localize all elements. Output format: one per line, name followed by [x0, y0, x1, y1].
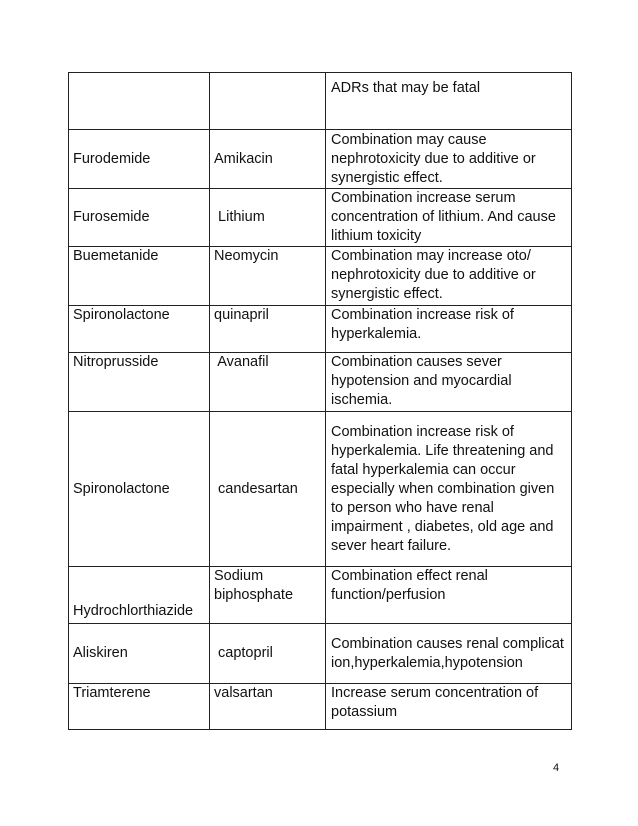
- table-row: [69, 624, 572, 684]
- header-effect: ADRs that may be fatal: [326, 73, 572, 130]
- table-header-row: [69, 73, 572, 130]
- drug-b-cell: Amikacin: [210, 130, 326, 189]
- header-drug-a: [69, 73, 210, 130]
- drug-b-cell: Neomycin: [210, 247, 326, 306]
- effect-cell: Combination may cause nephrotoxicity due to additive or synergistic effect.: [326, 130, 572, 189]
- drug-a-cell: Furosemide: [69, 189, 210, 247]
- drug-b-cell: valsartan: [210, 684, 326, 730]
- table-row: [69, 353, 572, 412]
- table-row: [69, 247, 572, 306]
- drug-a-cell: Spironolactone: [69, 412, 210, 567]
- drug-a-cell: Aliskiren: [69, 624, 210, 684]
- drug-a-cell: Spironolactone: [69, 306, 210, 353]
- drug-a-cell: Triamterene: [69, 684, 210, 730]
- table-row: [69, 684, 572, 730]
- effect-cell: Increase serum concentration of potassium: [326, 684, 572, 730]
- effect-cell: Combination effect renal function/perfusion: [326, 567, 572, 624]
- effect-cell: Combination causes renal complication,hyperkalemia,hypotension: [326, 624, 572, 684]
- drug-a-cell: Buemetanide: [69, 247, 210, 306]
- header-drug-b: [210, 73, 326, 130]
- drug-b-cell: captopril: [210, 624, 326, 684]
- drug-a-cell: Furodemide: [69, 130, 210, 189]
- drug-b-cell: candesartan: [210, 412, 326, 567]
- effect-cell: Combination increase risk of hyperkalemia.: [326, 306, 572, 353]
- page-number: 4: [553, 762, 560, 774]
- table-row: [69, 189, 572, 247]
- table-row: [69, 130, 572, 189]
- drug-interaction-table: [68, 72, 572, 730]
- table-row: [69, 412, 572, 567]
- table-row: [69, 306, 572, 353]
- drug-b-cell: Sodium biphosphate: [210, 567, 326, 624]
- drug-a-cell: Nitroprusside: [69, 353, 210, 412]
- drug-b-cell: quinapril: [210, 306, 326, 353]
- drug-b-cell: Avanafil: [210, 353, 326, 412]
- effect-cell: Combination increase risk of hyperkalemia. Life threatening and fatal hyperkalemia can occur especially when combination given to person who have renal impairment , diabetes, old age and sever heart failure.: [326, 412, 572, 567]
- effect-cell: Combination causes sever hypotension and myocardial ischemia.: [326, 353, 572, 412]
- effect-cell: Combination increase serum concentration of lithium. And cause lithium toxicity: [326, 189, 572, 247]
- effect-cell: Combination may increase oto/ nephrotoxicity due to additive or synergistic effect.: [326, 247, 572, 306]
- drug-b-cell: Lithium: [210, 189, 326, 247]
- table-row: [69, 567, 572, 624]
- drug-a-cell: Hydrochlorthiazide: [69, 567, 210, 624]
